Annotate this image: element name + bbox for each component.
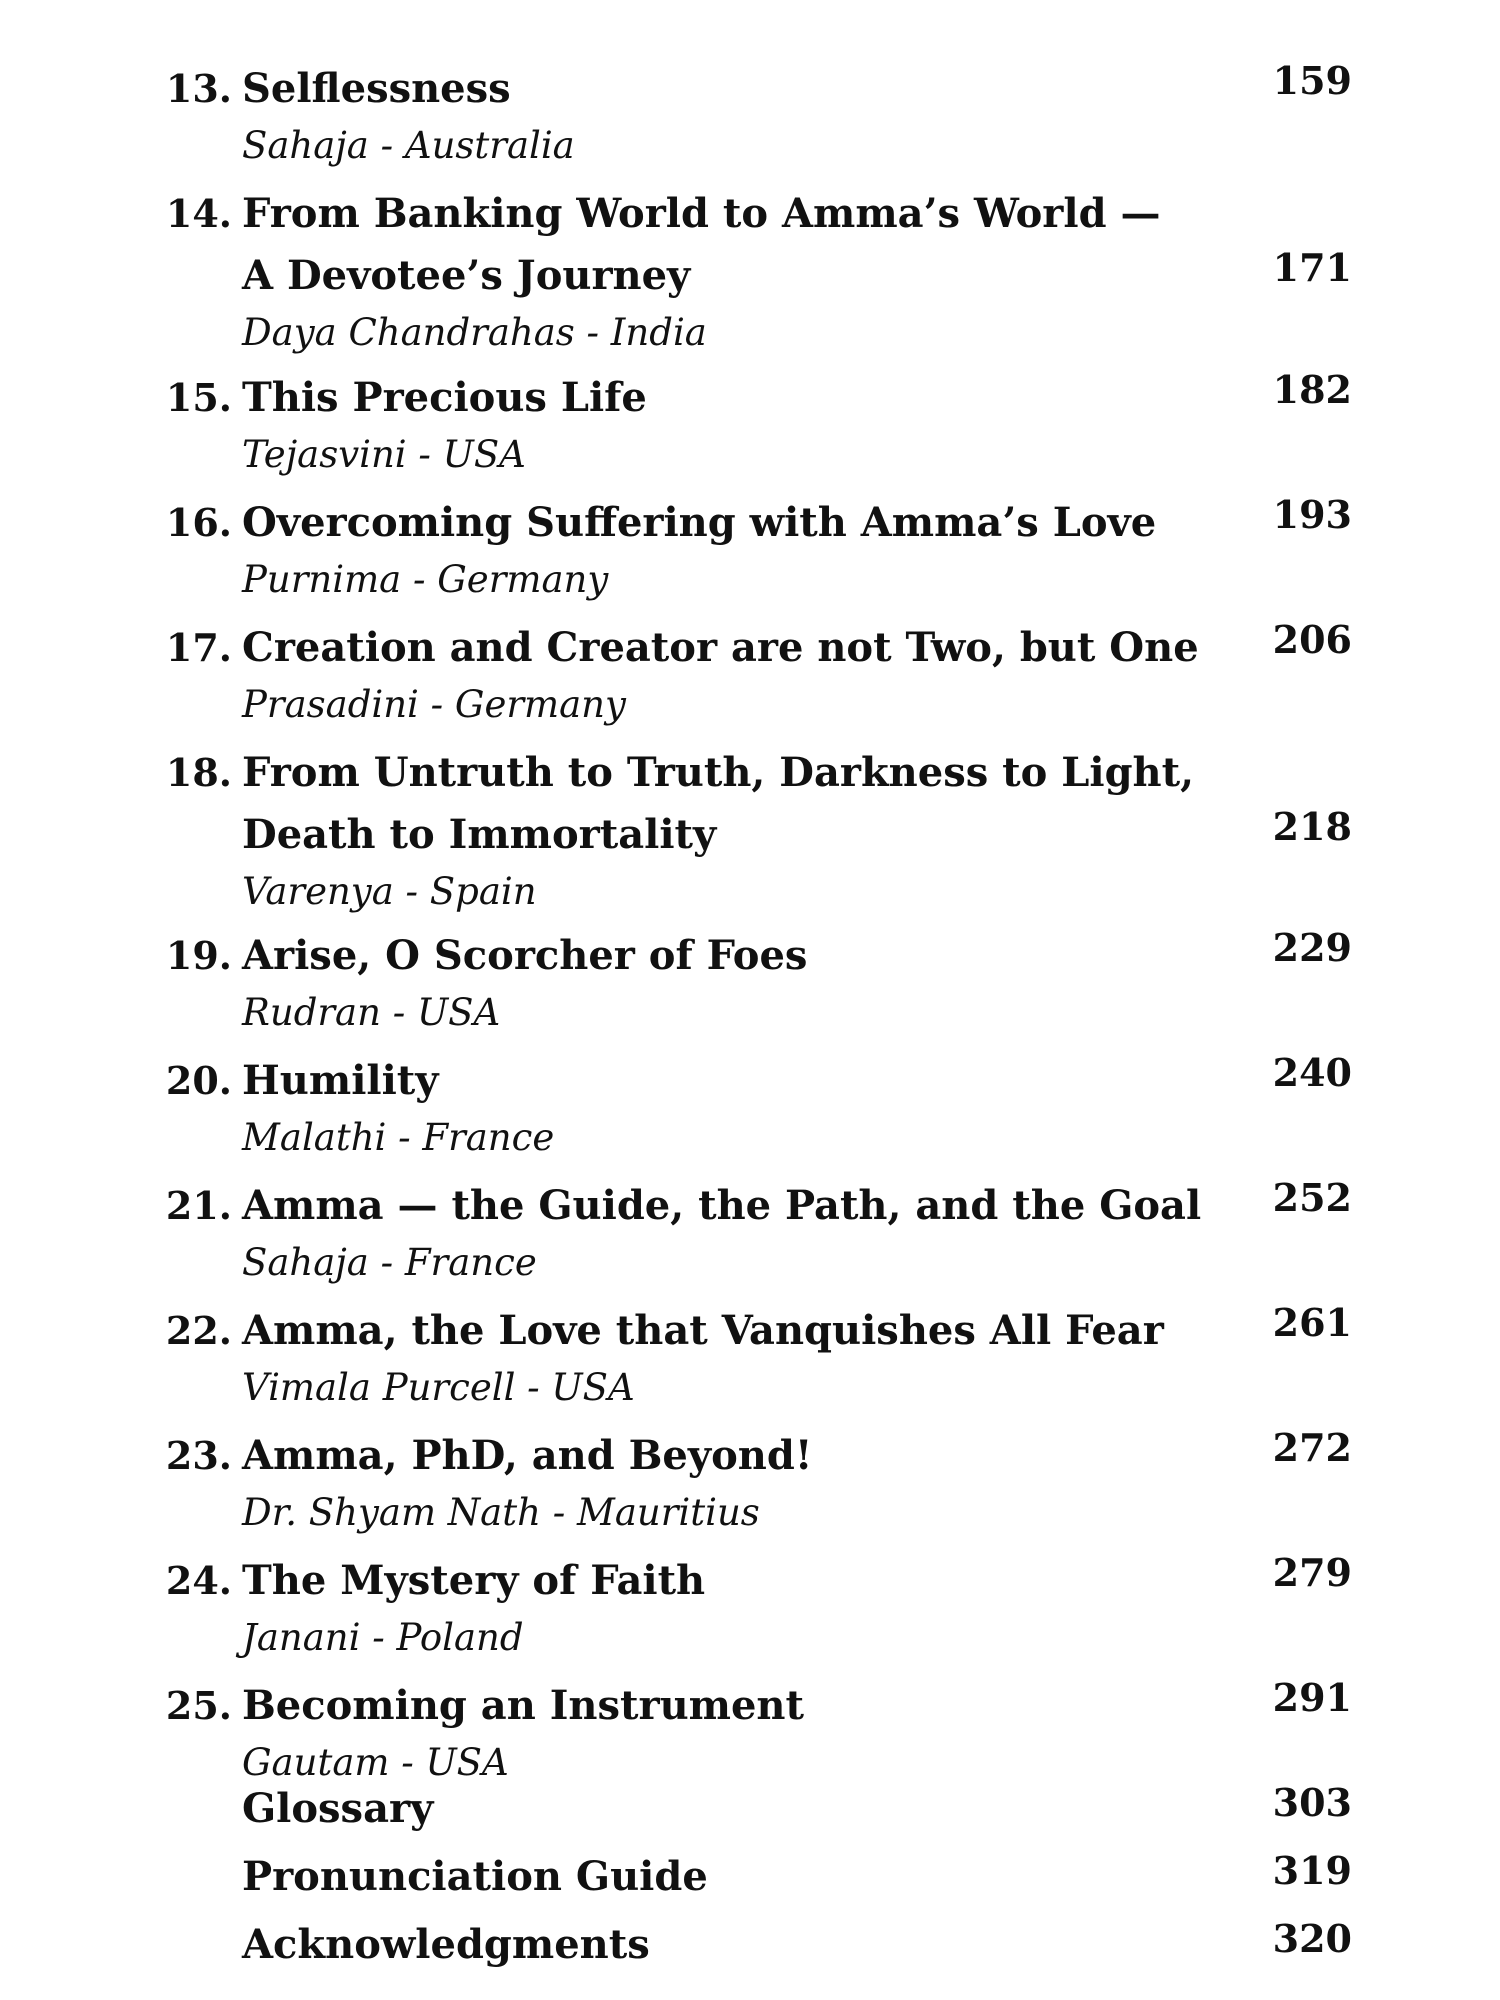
chapter-number: 14. [165, 191, 232, 236]
chapter-title: The Mystery of Faith [242, 1557, 706, 1604]
chapter-author: Sahaja - France [242, 1241, 537, 1284]
chapter-number: 16. [165, 500, 232, 545]
chapter-title: Amma — the Guide, the Path, and the Goal [242, 1182, 1202, 1229]
chapter-author: Rudran - USA [242, 991, 501, 1034]
back-matter-title: Pronunciation Guide [242, 1853, 708, 1900]
chapter-number: 23. [165, 1433, 232, 1478]
chapter-title: Arise, O Scorcher of Foes [242, 932, 808, 979]
chapter-title: Becoming an Instrument [242, 1682, 804, 1729]
chapter-number: 24. [165, 1558, 232, 1603]
chapter-title: Amma, PhD, and Beyond! [242, 1432, 813, 1479]
page-number: 218 [1272, 804, 1352, 849]
chapter-author: Purnima - Germany [242, 558, 609, 601]
chapter-number: 18. [165, 750, 232, 795]
chapter-number: 21. [165, 1183, 232, 1228]
chapter-title: From Banking World to Amma’s World — [242, 190, 1161, 237]
back-matter-title: Acknowledgments [242, 1921, 650, 1968]
chapter-number: 25. [165, 1683, 232, 1728]
page-number: 182 [1272, 367, 1352, 412]
page-number: 240 [1272, 1050, 1352, 1095]
chapter-author: Sahaja - Australia [242, 124, 575, 167]
page-number: 261 [1272, 1300, 1352, 1345]
page-number: 229 [1272, 925, 1352, 970]
chapter-title: Selflessness [242, 65, 511, 112]
chapter-number: 20. [165, 1058, 232, 1103]
chapter-number: 22. [165, 1308, 232, 1353]
chapter-number: 15. [165, 375, 232, 420]
chapter-author: Gautam - USA [242, 1741, 509, 1784]
chapter-title: From Untruth to Truth, Darkness to Light, [242, 749, 1195, 796]
page-number: 319 [1272, 1848, 1352, 1893]
page-number: 159 [1272, 58, 1352, 103]
page-number: 303 [1272, 1780, 1352, 1825]
chapter-author: Varenya - Spain [242, 870, 537, 913]
chapter-author: Malathi - France [242, 1116, 555, 1159]
chapter-author: Prasadini - Germany [242, 683, 626, 726]
chapter-title: Overcoming Suffering with Amma’s Love [242, 499, 1157, 546]
chapter-author: Janani - Poland [242, 1616, 524, 1659]
chapter-title: Death to Immortality [242, 811, 717, 858]
page-number: 193 [1272, 492, 1352, 537]
chapter-author: Dr. Shyam Nath - Mauritius [242, 1491, 760, 1534]
page-number: 252 [1272, 1175, 1352, 1220]
chapter-title: A Devotee’s Journey [242, 252, 691, 299]
chapter-title: Amma, the Love that Vanquishes All Fear [242, 1307, 1164, 1354]
chapter-title: Humility [242, 1057, 439, 1104]
page-number: 171 [1272, 245, 1352, 290]
page-number: 279 [1272, 1550, 1352, 1595]
page-number: 272 [1272, 1425, 1352, 1470]
chapter-author: Daya Chandrahas - India [242, 311, 707, 354]
page-number: 320 [1272, 1916, 1352, 1961]
page-number: 206 [1272, 617, 1352, 662]
chapter-number: 19. [165, 933, 232, 978]
chapter-author: Tejasvini - USA [242, 433, 526, 476]
chapter-title: This Precious Life [242, 374, 647, 421]
chapter-author: Vimala Purcell - USA [242, 1366, 635, 1409]
chapter-number: 17. [165, 625, 232, 670]
page-number: 291 [1272, 1675, 1352, 1720]
chapter-number: 13. [165, 66, 232, 111]
chapter-title: Creation and Creator are not Two, but One [242, 624, 1199, 671]
back-matter-title: Glossary [242, 1785, 434, 1832]
